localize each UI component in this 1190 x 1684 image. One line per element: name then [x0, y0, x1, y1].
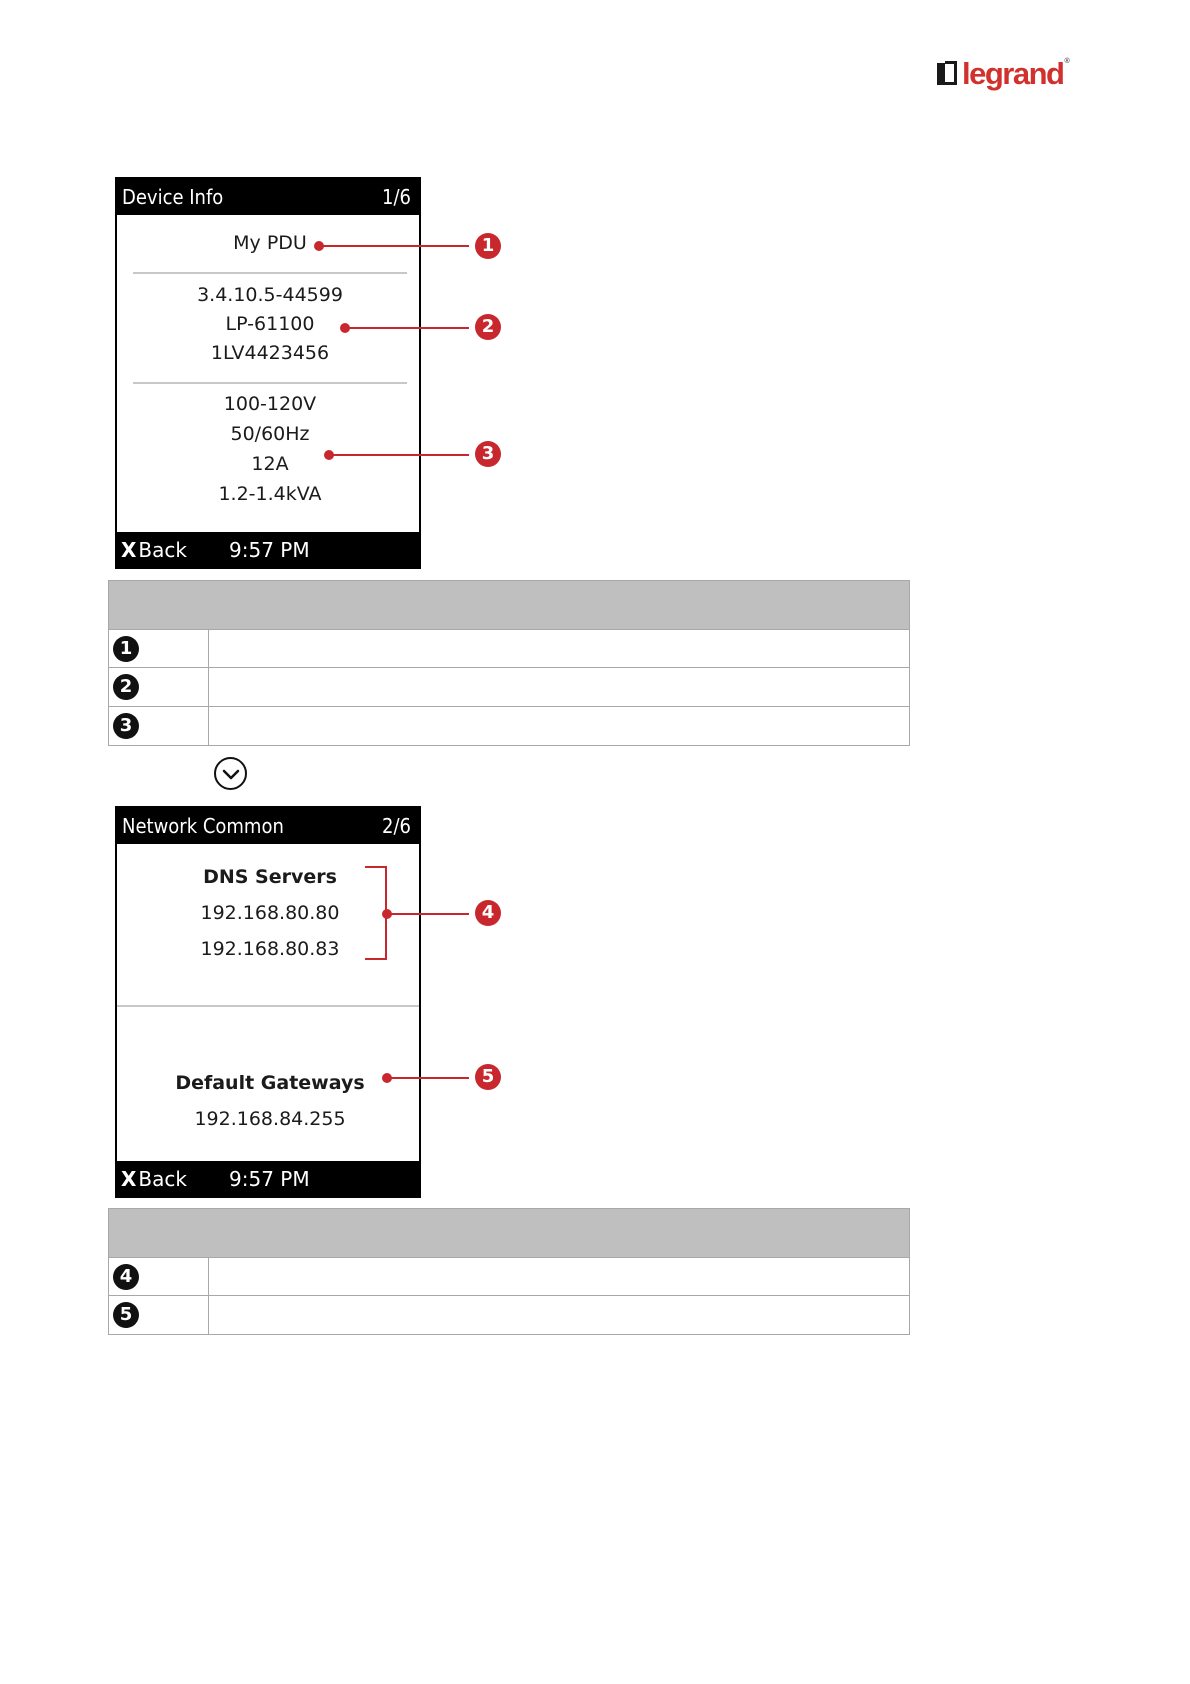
dns-server-2: 192.168.80.83 — [200, 938, 340, 960]
separator — [133, 382, 407, 384]
callout-4: 4 — [475, 900, 501, 926]
callout-table-1 — [108, 580, 910, 746]
frequency-rating: 50/60Hz — [230, 423, 310, 445]
default-gateway-1: 192.168.84.255 — [194, 1108, 346, 1130]
callout-3: 3 — [475, 441, 501, 467]
registered-mark: ® — [1064, 58, 1070, 65]
back-label[interactable]: Back — [138, 537, 187, 562]
current-rating: 12A — [251, 453, 289, 475]
page-indicator: 2/6 — [382, 814, 411, 838]
screen-title: Device Info — [122, 185, 224, 209]
chevron-down-icon — [221, 767, 241, 781]
separator — [133, 272, 407, 274]
clock-time: 9:57 PM — [229, 1166, 310, 1191]
dns-server-1: 192.168.80.80 — [200, 902, 340, 924]
table-row — [109, 1257, 909, 1296]
callout-2: 2 — [475, 314, 501, 340]
table-row — [109, 707, 909, 746]
screen-title: Network Common — [122, 814, 284, 838]
device-info-screen — [115, 177, 421, 569]
device-name: My PDU — [233, 232, 307, 254]
voltage-rating: 100-120V — [223, 393, 317, 415]
table-row — [109, 668, 909, 707]
back-x-icon[interactable]: X — [121, 1166, 137, 1191]
brand-name: legrand — [962, 56, 1064, 91]
page-indicator: 1/6 — [382, 185, 411, 209]
screen-footer — [117, 532, 419, 567]
callout-table-2 — [108, 1208, 910, 1335]
callout-1: 1 — [475, 233, 501, 259]
table-header — [109, 1208, 909, 1257]
row-number-3: 3 — [113, 713, 139, 739]
back-x-icon[interactable]: X — [121, 537, 137, 562]
callout-line — [345, 327, 469, 329]
legrand-logo — [937, 56, 1070, 96]
callout-5: 5 — [475, 1064, 501, 1090]
clock-time: 9:57 PM — [229, 537, 310, 562]
legrand-logo-mark — [937, 61, 959, 87]
callout-line — [319, 245, 469, 247]
callout-line — [329, 454, 469, 456]
dns-servers-heading: DNS Servers — [203, 866, 337, 888]
default-gateways-heading: Default Gateways — [175, 1072, 365, 1094]
screen-header — [117, 808, 419, 844]
firmware-version: 3.4.10.5-44599 — [197, 284, 343, 306]
table-row — [109, 1296, 909, 1335]
model-number: LP-61100 — [225, 313, 315, 335]
table-header — [109, 580, 909, 629]
callout-line — [387, 913, 469, 915]
power-rating: 1.2-1.4kVA — [218, 483, 322, 505]
back-label[interactable]: Back — [138, 1166, 187, 1191]
network-common-screen — [115, 806, 421, 1198]
row-number-4: 4 — [113, 1264, 139, 1290]
chevron-down-circle-icon[interactable] — [214, 757, 247, 790]
serial-number: 1LV4423456 — [210, 342, 330, 364]
separator — [117, 1005, 419, 1007]
table-row — [109, 629, 909, 668]
screen-footer — [117, 1161, 419, 1196]
row-number-2: 2 — [113, 674, 139, 700]
screen-header — [117, 179, 419, 215]
row-number-5: 5 — [113, 1302, 139, 1328]
row-number-1: 1 — [113, 636, 139, 662]
callout-line — [387, 1077, 469, 1079]
